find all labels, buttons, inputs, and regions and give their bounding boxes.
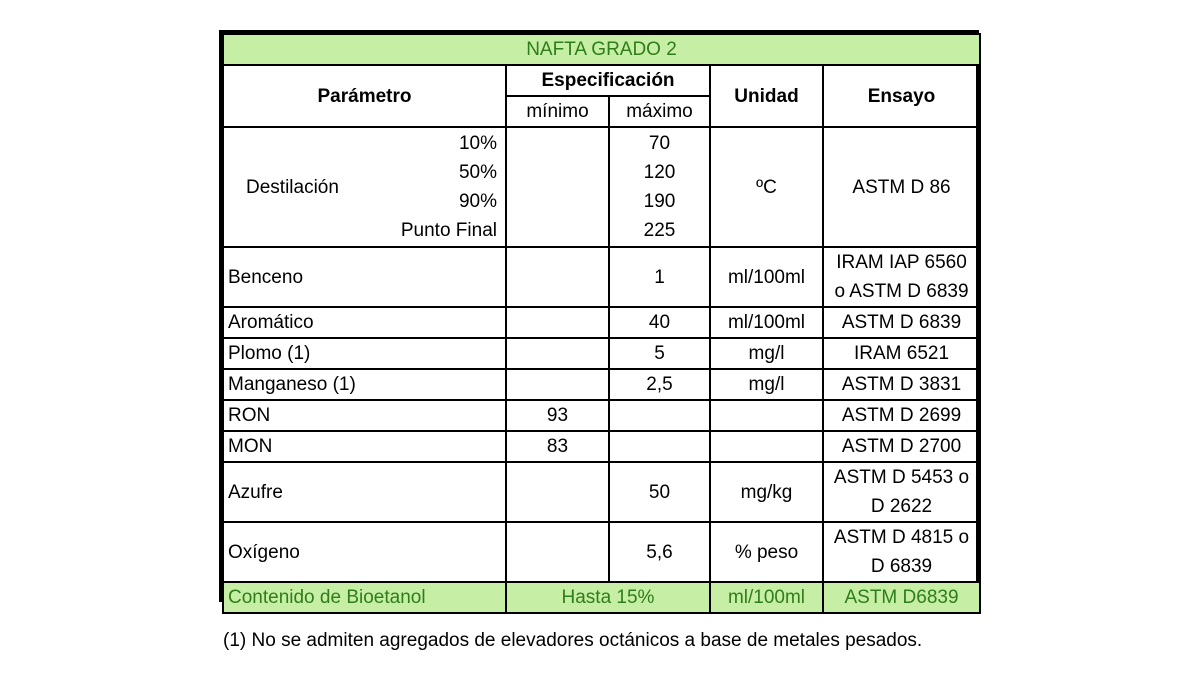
table-row	[223, 462, 980, 522]
cell-parametro: Benceno	[223, 247, 506, 307]
destilacion-maximo: 120	[643, 162, 676, 183]
cell-minimo	[506, 247, 609, 307]
cell-parametro: Plomo (1)	[223, 338, 506, 369]
destilacion-maximo: 225	[643, 220, 676, 241]
cell-maximo: 50	[609, 462, 710, 522]
cell-ensayo	[823, 522, 980, 582]
ensayo-line: o ASTM D 6839	[834, 281, 969, 302]
cell-minimo	[506, 338, 609, 369]
cell-ensayo: ASTM D 6839	[823, 307, 980, 338]
table-row	[223, 400, 980, 431]
header-minimo: mínimo	[506, 96, 609, 127]
destilacion-maximo: 70	[648, 133, 671, 154]
cell-parametro: Aromático	[223, 307, 506, 338]
cell-parametro: Azufre	[223, 462, 506, 522]
cell-ensayo: ASTM D 2699	[823, 400, 980, 431]
table-row-bioetanol	[223, 582, 980, 613]
table-title: NAFTA GRADO 2	[223, 34, 980, 65]
ensayo-line: ASTM D 5453 o	[833, 467, 970, 488]
table-row	[223, 431, 980, 462]
cell-destilacion-unidad: ºC	[710, 127, 823, 247]
cell-destilacion-maximo	[609, 127, 710, 247]
cell-minimo: 83	[506, 431, 609, 462]
destilacion-point: Punto Final	[400, 220, 497, 241]
cell-minimo	[506, 462, 609, 522]
cell-unidad	[710, 400, 823, 431]
cell-ensayo: IRAM 6521	[823, 338, 980, 369]
cell-bioetanol-unidad: ml/100ml	[710, 582, 823, 613]
table-row	[223, 247, 980, 307]
cell-maximo: 40	[609, 307, 710, 338]
cell-minimo: 93	[506, 400, 609, 431]
cell-ensayo: ASTM D 2700	[823, 431, 980, 462]
footnote: (1) No se admiten agregados de elevadores octánicos a base de metales pesados.	[223, 630, 923, 651]
cell-bioetanol-ensayo: ASTM D6839	[823, 582, 980, 613]
cell-maximo	[609, 431, 710, 462]
table-row	[223, 338, 980, 369]
destilacion-point: 50%	[458, 162, 497, 183]
cell-bioetanol-parametro: Contenido de Bioetanol	[223, 582, 506, 613]
spec-table-container	[219, 30, 979, 608]
cell-parametro: MON	[223, 431, 506, 462]
cell-destilacion	[223, 127, 506, 247]
cell-maximo: 5,6	[609, 522, 710, 582]
cell-ensayo: ASTM D 3831	[823, 369, 980, 400]
cell-unidad: ml/100ml	[710, 307, 823, 338]
ensayo-line: ASTM D 4815 o	[833, 527, 970, 548]
cell-destilacion-ensayo: ASTM D 86	[823, 127, 980, 247]
cell-ensayo	[823, 247, 980, 307]
cell-maximo: 1	[609, 247, 710, 307]
table-row	[223, 307, 980, 338]
table-row-destilacion	[223, 127, 980, 247]
cell-unidad: ml/100ml	[710, 247, 823, 307]
destilacion-maximo: 190	[643, 191, 676, 212]
ensayo-line: IRAM IAP 6560	[836, 252, 967, 273]
cell-unidad	[710, 431, 823, 462]
table-row	[223, 369, 980, 400]
cell-minimo	[506, 522, 609, 582]
ensayo-line: D 6839	[870, 556, 933, 577]
cell-maximo: 2,5	[609, 369, 710, 400]
cell-parametro: Oxígeno	[223, 522, 506, 582]
header-maximo: máximo	[609, 96, 710, 127]
header-ensayo: Ensayo	[823, 65, 980, 127]
cell-maximo: 5	[609, 338, 710, 369]
cell-ensayo	[823, 462, 980, 522]
destilacion-label: Destilación	[246, 177, 339, 198]
header-unidad: Unidad	[710, 65, 823, 127]
cell-maximo	[609, 400, 710, 431]
cell-unidad: % peso	[710, 522, 823, 582]
ensayo-line: D 2622	[870, 496, 933, 517]
cell-unidad: mg/kg	[710, 462, 823, 522]
cell-unidad: mg/l	[710, 338, 823, 369]
cell-parametro: RON	[223, 400, 506, 431]
cell-minimo	[506, 307, 609, 338]
destilacion-point: 90%	[458, 191, 497, 212]
spec-table	[222, 33, 981, 614]
header-parametro: Parámetro	[223, 65, 506, 127]
header-especificacion: Especificación	[506, 65, 710, 96]
cell-bioetanol-especificacion: Hasta 15%	[506, 582, 710, 613]
cell-parametro: Manganeso (1)	[223, 369, 506, 400]
cell-destilacion-minimo	[506, 127, 609, 247]
destilacion-points	[401, 129, 497, 245]
cell-minimo	[506, 369, 609, 400]
table-row	[223, 522, 980, 582]
cell-unidad: mg/l	[710, 369, 823, 400]
destilacion-point: 10%	[458, 133, 497, 154]
